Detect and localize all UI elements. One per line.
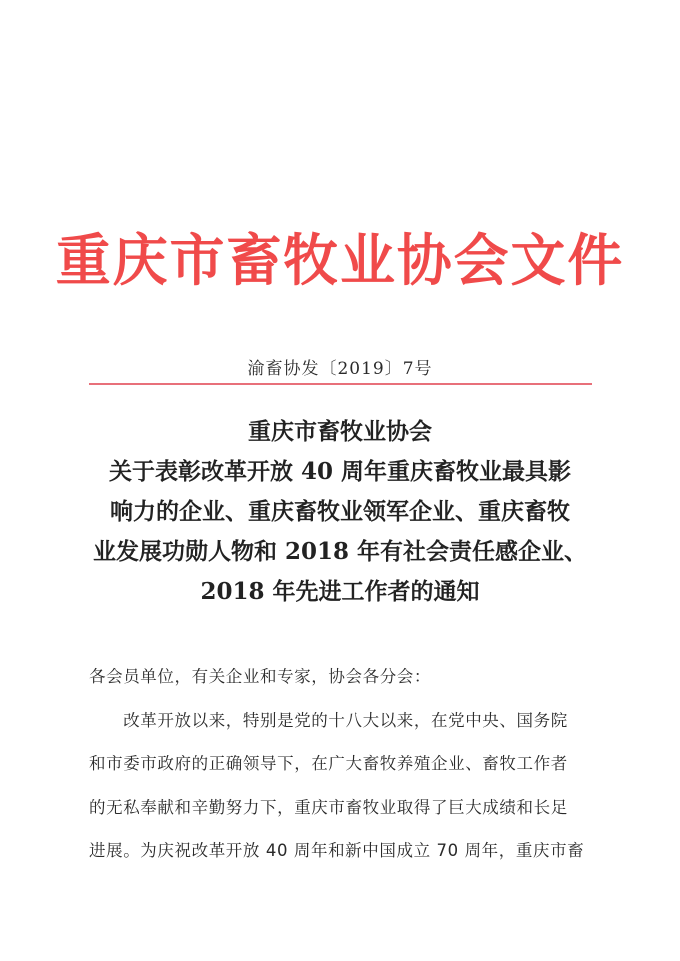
body-line-1: 改革开放以来，特别是党的十八大以来，在党中央、国务院: [89, 711, 568, 730]
notice-title: [60, 412, 620, 612]
title-line-5: 2018 年先进工作者的通知: [200, 578, 480, 605]
title-line-1: 重庆市畜牧业协会: [248, 418, 432, 445]
red-divider-line: [89, 383, 592, 385]
body-line-2: 和市委市政府的正确领导下，在广大畜牧养殖企业、畜牧工作者: [89, 754, 568, 773]
masthead-title: 重庆市畜牧业协会文件: [55, 228, 625, 294]
body-line-3: 的无私奉献和辛勤努力下，重庆市畜牧业取得了巨大成绩和长足: [89, 798, 568, 817]
salutation: 各会员单位，有关企业和专家，协会各分会：: [89, 667, 431, 686]
title-line-4: 业发展功勋人物和 2018 年有社会责任感企业、: [92, 538, 588, 565]
body-line-4: 进展。为庆祝改革开放 40 周年和新中国成立 70 周年，重庆市畜: [89, 841, 585, 860]
title-line-2: 关于表彰改革开放 40 周年重庆畜牧业最具影: [108, 458, 572, 485]
title-line-3: 响力的企业、重庆畜牧业领军企业、重庆畜牧: [110, 498, 570, 525]
document-number: 渝畜协发〔2019〕7号: [247, 359, 433, 379]
